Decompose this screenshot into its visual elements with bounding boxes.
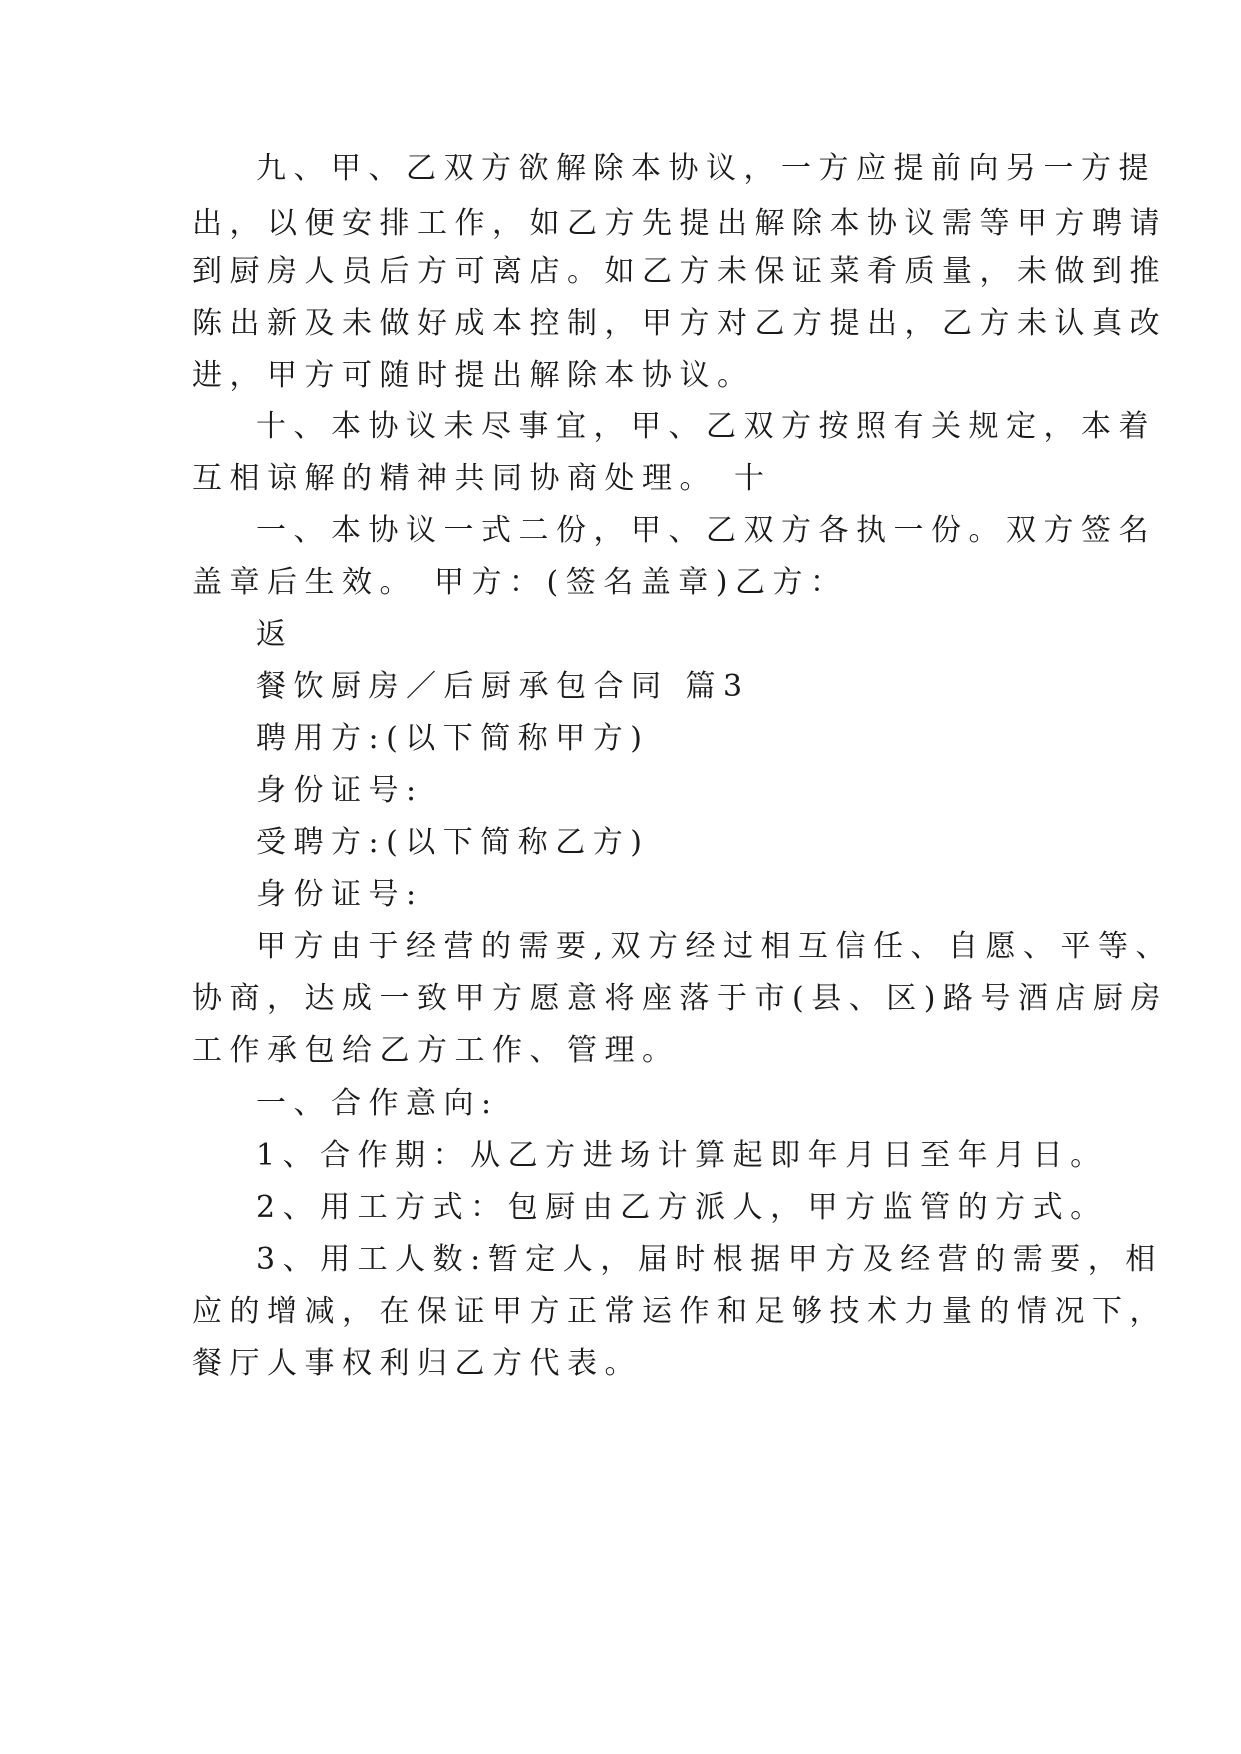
clause-3-line-1: 3、用工人数:暂定人，届时根据甲方及经营的需要，相	[256, 1242, 1163, 1277]
paragraph-9-line-1: 九、甲、乙双方欲解除本协议，一方应提前向另一方提	[256, 151, 1156, 186]
paragraph-11-line-2: 盖章后生效。 甲方：(签名盖章)乙方：	[192, 565, 848, 600]
return-text: 返	[256, 617, 294, 652]
section-title: 餐饮厨房／后厨承包合同 篇3	[256, 669, 750, 704]
employer-id-line: 身份证号:	[256, 773, 424, 808]
clause-1: 1、合作期：从乙方进场计算起即年月日至年月日。	[256, 1138, 1108, 1173]
paragraph-9-line-2: 出，以便安排工作，如乙方先提出解除本协议需等甲方聘请	[192, 206, 1167, 241]
clause-2: 2、用工方式：包厨由乙方派人，甲方监管的方式。	[256, 1190, 1108, 1225]
intro-paragraph-line-1: 甲方由于经营的需要,双方经过相互信任、自愿、平等、	[256, 929, 1174, 964]
paragraph-11-line-1: 一、本协议一式二份，甲、乙双方各执一份。双方签名	[256, 513, 1156, 548]
paragraph-10-line-1: 十、本协议未尽事宜，甲、乙双方按照有关规定，本着	[256, 409, 1156, 444]
intro-paragraph-line-2: 协商，达成一致甲方愿意将座落于市(县、区)路号酒店厨房	[192, 981, 1168, 1016]
employer-line: 聘用方:(以下简称甲方)	[256, 721, 650, 756]
clause-3-line-2: 应的增减，在保证甲方正常运作和足够技术力量的情况下，	[192, 1294, 1167, 1329]
paragraph-9-line-4: 陈出新及未做好成本控制，甲方对乙方提出，乙方未认真改	[192, 306, 1167, 341]
intro-paragraph-line-3: 工作承包给乙方工作、管理。	[192, 1033, 680, 1068]
employee-line: 受聘方:(以下简称乙方)	[256, 825, 650, 860]
paragraph-10-line-2: 互相谅解的精神共同协商处理。 十	[192, 461, 772, 496]
paragraph-9-line-3: 到厨房人员后方可离店。如乙方未保证菜肴质量，未做到推	[192, 254, 1167, 289]
cooperation-heading: 一、合作意向:	[256, 1086, 499, 1121]
clause-3-line-3: 餐厅人事权利归乙方代表。	[192, 1346, 642, 1381]
employee-id-line: 身份证号:	[256, 877, 424, 912]
paragraph-9-line-5: 进，甲方可随时提出解除本协议。	[192, 358, 755, 393]
